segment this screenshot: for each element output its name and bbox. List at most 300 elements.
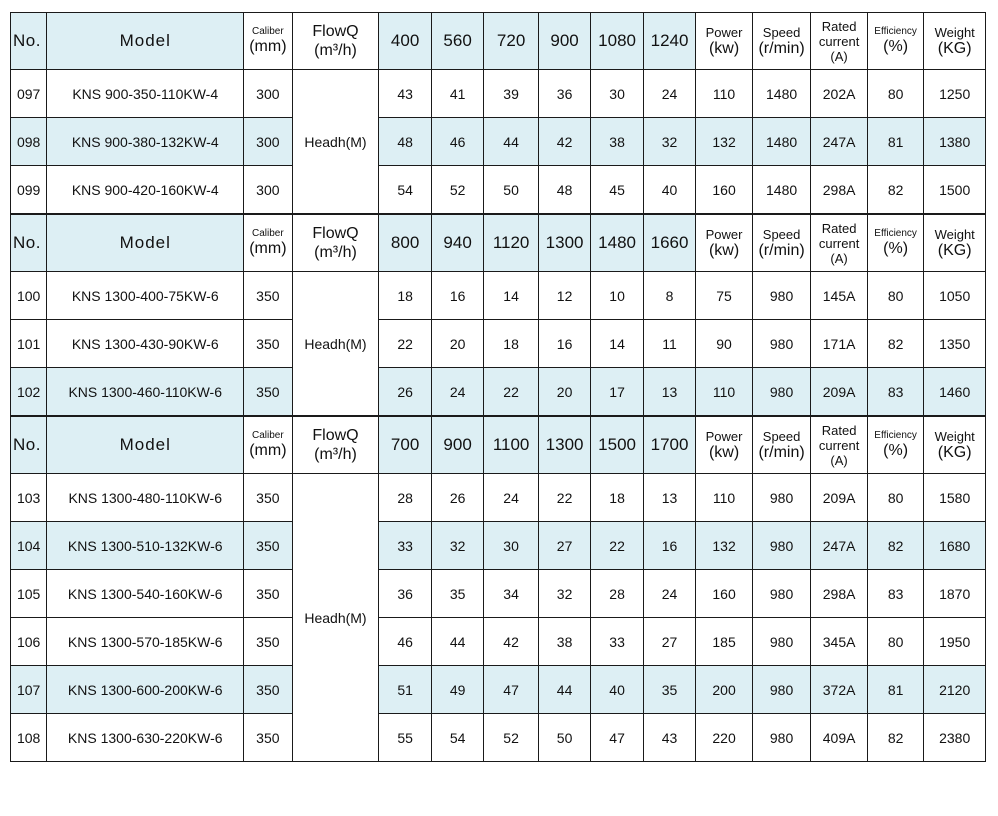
- row-head-value: 24: [484, 474, 539, 522]
- header-no-label: No.: [13, 435, 41, 454]
- header-flow-value: [379, 215, 431, 272]
- row-head-value: 13: [643, 474, 695, 522]
- row-head-value: 43: [379, 70, 431, 118]
- header-efficiency: [867, 13, 924, 70]
- row-caliber: 350: [244, 474, 292, 522]
- row-power: 185: [696, 618, 753, 666]
- header-weight: [924, 215, 986, 272]
- header-power-label: Power: [705, 24, 743, 40]
- header-rated-current-label: current: [818, 437, 860, 453]
- head-label-suffix: h(M): [337, 609, 367, 626]
- header-rated-current-label: current: [818, 33, 860, 49]
- row-no: 105: [11, 570, 47, 618]
- row-head-value: 10: [591, 272, 643, 320]
- row-no: 108: [11, 714, 47, 762]
- header-flow-value: [591, 417, 643, 474]
- row-head-value: 33: [591, 618, 643, 666]
- row-head-value: 54: [431, 714, 483, 762]
- row-head-value: 46: [379, 618, 431, 666]
- header-caliber: [244, 13, 292, 70]
- row-head-value: 35: [643, 666, 695, 714]
- header-speed-unit: (r/min): [758, 39, 805, 57]
- row-weight: 1580: [924, 474, 986, 522]
- row-head-value: 27: [538, 522, 590, 570]
- row-head-value: 51: [379, 666, 431, 714]
- row-caliber: 350: [244, 522, 292, 570]
- flow-value: 560: [443, 31, 472, 50]
- row-head-value: 41: [431, 70, 483, 118]
- header-rated-unit: (A): [830, 452, 848, 468]
- row-speed: 1480: [752, 118, 811, 166]
- row-weight: 1350: [924, 320, 986, 368]
- row-head-value: 30: [591, 70, 643, 118]
- header-power: [696, 13, 753, 70]
- row-weight: 1870: [924, 570, 986, 618]
- row-model: KNS 1300-540-160KW-6: [47, 570, 244, 618]
- header-rated-current: [811, 417, 868, 474]
- row-no: 104: [11, 522, 47, 570]
- row-efficiency: 81: [867, 118, 924, 166]
- table-row: [11, 522, 986, 570]
- header-speed-label: Speed: [762, 24, 801, 40]
- row-power: 110: [696, 368, 753, 416]
- row-weight: 1250: [924, 70, 986, 118]
- row-head-value: 55: [379, 714, 431, 762]
- row-head-value: 13: [643, 368, 695, 416]
- row-speed: 980: [752, 320, 811, 368]
- header-speed-label: Speed: [762, 428, 801, 444]
- row-head-value: 28: [591, 570, 643, 618]
- row-head-value: 54: [379, 166, 431, 214]
- row-current: 145A: [811, 272, 868, 320]
- row-model: KNS 1300-630-220KW-6: [47, 714, 244, 762]
- header-power: [696, 417, 753, 474]
- row-power: 160: [696, 166, 753, 214]
- flow-value: 1700: [650, 435, 689, 454]
- row-head-value: 38: [591, 118, 643, 166]
- row-caliber: 350: [244, 714, 292, 762]
- header-speed: [752, 417, 811, 474]
- head-label-suffix: h(M): [337, 133, 367, 150]
- row-no: 099: [11, 166, 47, 214]
- row-model: KNS 1300-400-75KW-6: [47, 272, 244, 320]
- row-caliber: 300: [244, 166, 292, 214]
- row-current: 171A: [811, 320, 868, 368]
- row-head-value: 43: [643, 714, 695, 762]
- header-caliber-label: Caliber: [252, 228, 284, 239]
- header-power: [696, 215, 753, 272]
- row-power: 110: [696, 474, 753, 522]
- spec-table: [10, 416, 986, 762]
- pump-spec-tables: [10, 12, 986, 762]
- row-model: KNS 1300-460-110KW-6: [47, 368, 244, 416]
- row-head-value: 22: [538, 474, 590, 522]
- header-caliber: [244, 215, 292, 272]
- header-rated-unit: (A): [830, 250, 848, 266]
- row-weight: 1460: [924, 368, 986, 416]
- row-head-value: 44: [431, 618, 483, 666]
- header-flow: [292, 13, 379, 70]
- row-current: 202A: [811, 70, 868, 118]
- header-weight-unit: (KG): [937, 39, 972, 57]
- row-head-value: 42: [538, 118, 590, 166]
- row-model: KNS 900-350-110KW-4: [47, 70, 244, 118]
- header-weight-label: Weight: [934, 428, 975, 444]
- flow-value: 1500: [598, 435, 636, 454]
- row-head-value: 14: [484, 272, 539, 320]
- row-no: 107: [11, 666, 47, 714]
- header-efficiency: [867, 417, 924, 474]
- flow-value: 940: [443, 233, 472, 252]
- header-caliber: [244, 417, 292, 474]
- row-current: 247A: [811, 522, 868, 570]
- row-head-value: 14: [591, 320, 643, 368]
- row-model: KNS 1300-480-110KW-6: [47, 474, 244, 522]
- row-head-value: 38: [538, 618, 590, 666]
- row-speed: 980: [752, 666, 811, 714]
- header-no-label: No.: [13, 233, 41, 252]
- header-model: [47, 417, 244, 474]
- row-current: 409A: [811, 714, 868, 762]
- flow-value: 1660: [650, 233, 689, 252]
- row-weight: 1680: [924, 522, 986, 570]
- row-caliber: 350: [244, 618, 292, 666]
- header-flow-value: [484, 417, 539, 474]
- head-label: [292, 474, 379, 762]
- header-weight-unit: (KG): [937, 241, 972, 259]
- row-efficiency: 83: [867, 368, 924, 416]
- row-head-value: 18: [591, 474, 643, 522]
- header-flow-unit: (m³/h): [314, 42, 357, 59]
- row-model: KNS 900-380-132KW-4: [47, 118, 244, 166]
- row-head-value: 52: [484, 714, 539, 762]
- header-flow-value: [484, 215, 539, 272]
- row-caliber: 300: [244, 118, 292, 166]
- row-head-value: 44: [484, 118, 539, 166]
- row-head-value: 32: [538, 570, 590, 618]
- header-model-label: Model: [119, 31, 171, 50]
- header-flow-value: [379, 417, 431, 474]
- row-model: KNS 1300-570-185KW-6: [47, 618, 244, 666]
- table-row: [11, 666, 986, 714]
- row-head-value: 24: [643, 70, 695, 118]
- row-head-value: 34: [484, 570, 539, 618]
- row-weight: 1380: [924, 118, 986, 166]
- row-head-value: 50: [484, 166, 539, 214]
- header-flow-value: [643, 13, 695, 70]
- table-row: [11, 272, 986, 320]
- table-row: [11, 474, 986, 522]
- row-caliber: 350: [244, 368, 292, 416]
- header-caliber-unit: (mm): [249, 442, 287, 459]
- row-weight: 1050: [924, 272, 986, 320]
- row-current: 209A: [811, 474, 868, 522]
- row-current: 247A: [811, 118, 868, 166]
- row-head-value: 36: [379, 570, 431, 618]
- row-head-value: 11: [643, 320, 695, 368]
- header-flow-value: [643, 215, 695, 272]
- row-speed: 1480: [752, 166, 811, 214]
- header-power-label: Power: [705, 226, 743, 242]
- header-flow-value: [431, 215, 483, 272]
- row-no: 103: [11, 474, 47, 522]
- row-head-value: 50: [538, 714, 590, 762]
- header-rated-label: Rated: [821, 422, 857, 438]
- table-row: [11, 570, 986, 618]
- row-head-value: 32: [431, 522, 483, 570]
- row-efficiency: 80: [867, 474, 924, 522]
- row-efficiency: 80: [867, 272, 924, 320]
- header-flow-unit: (m³/h): [314, 244, 357, 261]
- header-caliber-unit: (mm): [249, 240, 287, 257]
- head-label: [292, 70, 379, 214]
- table-row: [11, 118, 986, 166]
- row-head-value: 47: [484, 666, 539, 714]
- row-head-value: 45: [591, 166, 643, 214]
- row-head-value: 30: [484, 522, 539, 570]
- row-head-value: 36: [538, 70, 590, 118]
- row-head-value: 24: [431, 368, 483, 416]
- row-head-value: 22: [591, 522, 643, 570]
- row-speed: 1480: [752, 70, 811, 118]
- header-rated-label: Rated: [821, 18, 857, 34]
- header-speed-unit: (r/min): [758, 443, 805, 461]
- header-speed-unit: (r/min): [758, 241, 805, 259]
- row-no: 100: [11, 272, 47, 320]
- row-model: KNS 1300-430-90KW-6: [47, 320, 244, 368]
- row-weight: 1500: [924, 166, 986, 214]
- header-flow-value: [643, 417, 695, 474]
- table-header-row: [11, 215, 986, 272]
- row-head-value: 20: [431, 320, 483, 368]
- row-power: 220: [696, 714, 753, 762]
- header-speed: [752, 215, 811, 272]
- row-current: 209A: [811, 368, 868, 416]
- row-head-value: 22: [379, 320, 431, 368]
- flow-value: 1480: [598, 233, 636, 252]
- row-head-value: 24: [643, 570, 695, 618]
- header-speed-label: Speed: [762, 226, 801, 242]
- row-head-value: 18: [484, 320, 539, 368]
- flow-value: 1240: [650, 31, 689, 50]
- header-model: [47, 215, 244, 272]
- header-flow-label: FlowQ: [312, 225, 359, 242]
- header-flow-value: [591, 13, 643, 70]
- header-flow: [292, 417, 379, 474]
- row-head-value: 40: [591, 666, 643, 714]
- row-power: 160: [696, 570, 753, 618]
- table-row: [11, 714, 986, 762]
- row-no: 102: [11, 368, 47, 416]
- table-row: [11, 166, 986, 214]
- row-head-value: 52: [431, 166, 483, 214]
- row-power: 132: [696, 522, 753, 570]
- row-no: 106: [11, 618, 47, 666]
- header-flow-value: [484, 13, 539, 70]
- table-row: [11, 618, 986, 666]
- header-power-unit: (kw): [708, 443, 740, 461]
- row-speed: 980: [752, 368, 811, 416]
- header-flow-value: [431, 13, 483, 70]
- header-power-unit: (kw): [708, 39, 740, 57]
- row-head-value: 39: [484, 70, 539, 118]
- head-label-prefix: Head: [304, 609, 338, 626]
- row-speed: 980: [752, 618, 811, 666]
- row-speed: 980: [752, 570, 811, 618]
- row-power: 110: [696, 70, 753, 118]
- row-speed: 980: [752, 714, 811, 762]
- row-head-value: 26: [379, 368, 431, 416]
- head-label: [292, 272, 379, 416]
- row-no: 101: [11, 320, 47, 368]
- header-weight-label: Weight: [934, 24, 975, 40]
- head-label-prefix: Head: [304, 335, 338, 352]
- row-power: 75: [696, 272, 753, 320]
- row-head-value: 27: [643, 618, 695, 666]
- row-head-value: 47: [591, 714, 643, 762]
- row-weight: 1950: [924, 618, 986, 666]
- header-weight-unit: (KG): [937, 443, 972, 461]
- header-rated-current-label: current: [818, 235, 860, 251]
- header-no: [11, 13, 47, 70]
- row-current: 298A: [811, 570, 868, 618]
- flow-value: 1300: [545, 435, 584, 454]
- header-model-label: Model: [119, 233, 171, 252]
- flow-value: 400: [390, 31, 420, 50]
- row-head-value: 35: [431, 570, 483, 618]
- head-label-suffix: h(M): [337, 335, 367, 352]
- row-caliber: 300: [244, 70, 292, 118]
- row-efficiency: 82: [867, 320, 924, 368]
- row-efficiency: 82: [867, 522, 924, 570]
- row-efficiency: 83: [867, 570, 924, 618]
- table-row: [11, 70, 986, 118]
- header-efficiency-label: Efficiency: [874, 26, 917, 37]
- row-caliber: 350: [244, 666, 292, 714]
- table-header-row: [11, 417, 986, 474]
- header-flow-value: [431, 417, 483, 474]
- row-caliber: 350: [244, 570, 292, 618]
- row-head-value: 49: [431, 666, 483, 714]
- flow-value: 900: [550, 31, 579, 50]
- header-flow: [292, 215, 379, 272]
- header-flow-value: [538, 417, 590, 474]
- row-efficiency: 82: [867, 714, 924, 762]
- row-model: KNS 900-420-160KW-4: [47, 166, 244, 214]
- header-flow-label: FlowQ: [312, 427, 359, 444]
- row-head-value: 33: [379, 522, 431, 570]
- row-head-value: 8: [643, 272, 695, 320]
- row-head-value: 46: [431, 118, 483, 166]
- header-speed: [752, 13, 811, 70]
- row-caliber: 350: [244, 272, 292, 320]
- header-flow-label: FlowQ: [312, 23, 359, 40]
- flow-value: 1080: [598, 31, 636, 50]
- row-weight: 2380: [924, 714, 986, 762]
- header-efficiency-label: Efficiency: [874, 430, 917, 441]
- flow-value: 900: [443, 435, 472, 454]
- header-caliber-unit: (mm): [249, 38, 287, 55]
- row-efficiency: 80: [867, 70, 924, 118]
- header-flow-value: [538, 215, 590, 272]
- header-rated-current: [811, 215, 868, 272]
- header-model-label: Model: [119, 435, 171, 454]
- row-head-value: 42: [484, 618, 539, 666]
- header-rated-unit: (A): [830, 48, 848, 64]
- header-model: [47, 13, 244, 70]
- row-head-value: 26: [431, 474, 483, 522]
- row-speed: 980: [752, 272, 811, 320]
- row-head-value: 32: [643, 118, 695, 166]
- row-model: KNS 1300-600-200KW-6: [47, 666, 244, 714]
- row-no: 097: [11, 70, 47, 118]
- table-row: [11, 320, 986, 368]
- header-efficiency-unit: (%): [883, 240, 909, 257]
- row-current: 345A: [811, 618, 868, 666]
- flow-value: 720: [496, 31, 526, 50]
- header-efficiency-unit: (%): [883, 38, 909, 55]
- header-flow-value: [379, 13, 431, 70]
- header-weight: [924, 13, 986, 70]
- row-head-value: 28: [379, 474, 431, 522]
- row-efficiency: 81: [867, 666, 924, 714]
- header-weight-label: Weight: [934, 226, 975, 242]
- row-efficiency: 80: [867, 618, 924, 666]
- spec-table: [10, 12, 986, 214]
- header-efficiency-unit: (%): [883, 442, 909, 459]
- row-current: 298A: [811, 166, 868, 214]
- flow-value: 1100: [492, 435, 530, 454]
- row-head-value: 44: [538, 666, 590, 714]
- row-power: 200: [696, 666, 753, 714]
- row-speed: 980: [752, 474, 811, 522]
- row-no: 098: [11, 118, 47, 166]
- row-head-value: 48: [538, 166, 590, 214]
- header-rated-label: Rated: [821, 220, 857, 236]
- row-power: 90: [696, 320, 753, 368]
- row-head-value: 20: [538, 368, 590, 416]
- table-header-row: [11, 13, 986, 70]
- flow-value: 1300: [545, 233, 584, 252]
- row-model: KNS 1300-510-132KW-6: [47, 522, 244, 570]
- header-no: [11, 417, 47, 474]
- header-no-label: No.: [13, 31, 41, 50]
- row-efficiency: 82: [867, 166, 924, 214]
- header-power-unit: (kw): [708, 241, 740, 259]
- spec-table: [10, 214, 986, 416]
- row-head-value: 12: [538, 272, 590, 320]
- row-speed: 980: [752, 522, 811, 570]
- row-caliber: 350: [244, 320, 292, 368]
- row-head-value: 22: [484, 368, 539, 416]
- header-flow-unit: (m³/h): [314, 446, 357, 463]
- header-rated-current: [811, 13, 868, 70]
- header-power-label: Power: [705, 428, 743, 444]
- row-head-value: 17: [591, 368, 643, 416]
- flow-value: 1120: [492, 233, 530, 252]
- header-caliber-label: Caliber: [252, 26, 284, 37]
- head-label-prefix: Head: [304, 133, 338, 150]
- row-power: 132: [696, 118, 753, 166]
- row-head-value: 48: [379, 118, 431, 166]
- table-row: [11, 368, 986, 416]
- row-current: 372A: [811, 666, 868, 714]
- row-head-value: 18: [379, 272, 431, 320]
- flow-value: 700: [390, 435, 420, 454]
- header-efficiency: [867, 215, 924, 272]
- flow-value: 800: [390, 233, 420, 252]
- header-weight: [924, 417, 986, 474]
